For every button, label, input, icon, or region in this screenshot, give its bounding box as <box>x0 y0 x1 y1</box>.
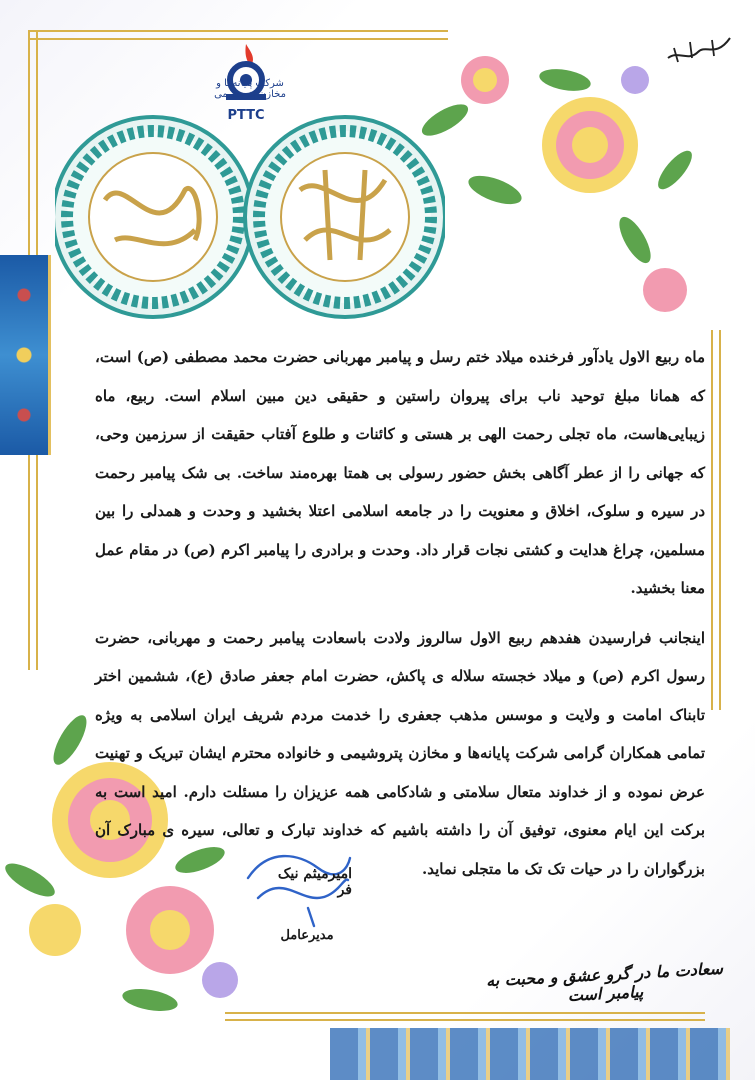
bottom-tile-ornament <box>330 1028 730 1080</box>
gold-frame-right <box>711 330 721 710</box>
footer-slogan: سعادت ما در گرو عشق و محبت به پیامبر است <box>485 958 724 1005</box>
gold-frame-top <box>28 30 448 40</box>
signer-name: امیرمیثم نیک فر <box>277 866 352 898</box>
letter-body <box>95 338 705 888</box>
signer-title: مدیرعامل <box>280 928 334 943</box>
roundel-left <box>55 117 253 317</box>
left-tile-ornament <box>0 255 51 455</box>
gold-frame-bottom <box>225 1012 705 1021</box>
roses-top-right <box>385 40 715 340</box>
paragraph-1: ماه ربیع الاول یادآور فرخنده میلاد ختم رسل و پیامبر مهربانی حضرت محمد مصطفی (ص) است، که همانا مبلغ توحید ناب برای پیروان راستین و حقیقی دین مبین اسلام است. ربیع، ماه زیبایی‌هاست، ماه تجلی رحمت الهی بر هستی و کائنات و طلوع آفتاب حقیقت از سرزمین وحی، که جهانی را از عطر آگاهی بخش حضور رسولی بی همتا بهره‌مند ساخت. بی شک پیامبر رحمت در سیره و سلوک، اخلاق و معنویت را در جامعه اسلامی اعتلا بخشید و وحدت و همدلی را بین مسلمین، چراغ هدایت و کشتی نجات قرار داد. وحدت و برادری را پیامبر اکرم (ص) در مقام عمل معنا بخشید. <box>95 348 705 597</box>
logo-brand-text: PTTC <box>227 108 265 123</box>
logo-caption: شرکت پایانه‌ها و مخازن پتروشیمی <box>214 78 286 100</box>
paragraph-2: اینجانب فرارسیدن هفدهم ربیع الاول سالروز ولادت باسعادت پیامبر رحمت و مهربانی، حضرت رسول اکرم (ص) و میلاد خجسته سلاله ی پاکش، حضرت امام جعفر صادق (ع)، ششمین اختر تابناک امامت و ولایت و موسس مذهب جعفری را خدمت مردم شریف ایران اسلامی به ویژه تمامی همکاران گرامی شرکت پایانه‌ها و مخازن پتروشیمی و خانواده محترم ایشان تبریک و تهنیت عرض نموده و از خداوند متعال سلامتی و شادکامی همه عزیزان را مسئلت دارم. امید است به برکت این ایام معنوی، توفیق آن را داشته باشیم که خداوند تبارک و تعالی، سیره ی مبارک آن بزرگواران را در حیات تک تک ما متجلی نماید. <box>95 628 705 878</box>
